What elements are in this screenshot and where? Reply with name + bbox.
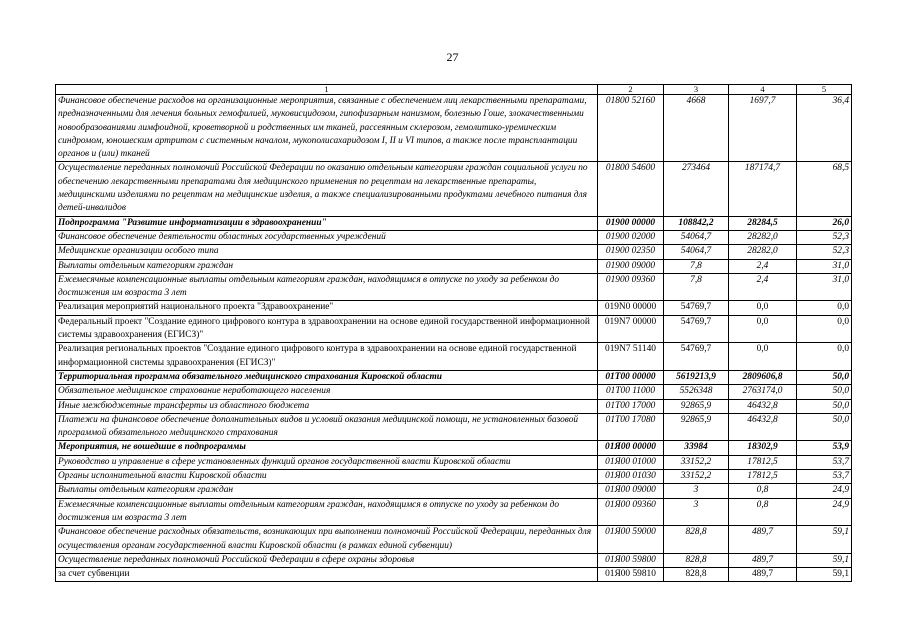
row-code-cell: 01Т00 11000 (598, 385, 664, 399)
row-percent-cell: 26,0 (797, 216, 852, 230)
row-code-cell: 01Я00 59800 (598, 553, 664, 567)
row-name-cell: Финансовое обеспечение деятельности областных государственных учреждений (56, 230, 598, 244)
row-actual-cell: 489,7 (729, 568, 797, 582)
header-cell: 3 (664, 85, 729, 95)
row-code-cell: 01900 09360 (598, 273, 664, 301)
table-row (56, 273, 852, 301)
row-actual-cell: 46432,8 (729, 399, 797, 413)
table-row (56, 162, 852, 216)
row-name-cell: Выплаты отдельным категориям граждан (56, 484, 598, 498)
header-cell: 5 (797, 85, 852, 95)
row-name-cell: Федеральный проект "Создание единого цифрового контура в здравоохранении на основе единой государственной информационной системы здравоохранения (ЕГИСЗ)" (56, 315, 598, 343)
row-percent-cell: 0,0 (797, 343, 852, 371)
row-plan-cell: 54769,7 (664, 315, 729, 343)
row-name-cell: Ежемесячные компенсационные выплаты отдельным категориям граждан, находящимся в отпуске по уходу за ребенком до достижения им возраста 3 лет (56, 273, 598, 301)
row-percent-cell: 53,7 (797, 455, 852, 469)
row-actual-cell: 2809606,8 (729, 370, 797, 384)
table-row (56, 216, 852, 230)
row-code-cell: 01Я00 09360 (598, 498, 664, 526)
row-name-cell: Осуществление переданных полномочий Российской Федерации в сфере охраны здоровья (56, 553, 598, 567)
row-name-cell: Финансовое обеспечение расходов на организационные мероприятия, связанные с обеспечением лиц лекарственными препаратами, предназначенными для лечения больных гемофилией, муковисцидозом, гипофизарным нанизмом, болезнью Гоше, злокачественными новообразованиями лимфоидной, кроветворной и родственных им тканей, рассеянным склерозом, гемолитико-уремическим синдромом, юношеским артритом с системным началом, мукополисахаридозом I, II и VI типов, а также после трансплантации органов и (или) тканей (56, 95, 598, 162)
row-code-cell: 01Я00 00000 (598, 441, 664, 455)
table-row (56, 470, 852, 484)
row-name-cell: за счет субвенции (56, 568, 598, 582)
row-percent-cell: 36,4 (797, 95, 852, 162)
row-percent-cell: 68,5 (797, 162, 852, 216)
row-code-cell: 01800 54600 (598, 162, 664, 216)
row-name-cell: Территориальная программа обязательного медицинского страхования Кировской области (56, 370, 598, 384)
header-cell: 1 (56, 85, 598, 95)
row-actual-cell: 0,0 (729, 315, 797, 343)
budget-table (55, 84, 852, 582)
row-name-cell: Иные межбюджетные трансферты из областного бюджета (56, 399, 598, 413)
row-actual-cell: 2,4 (729, 273, 797, 301)
page-number: 27 (446, 50, 459, 64)
row-percent-cell: 50,0 (797, 399, 852, 413)
row-actual-cell: 17812,5 (729, 470, 797, 484)
row-percent-cell: 0,0 (797, 315, 852, 343)
row-name-cell: Медицинские организации особого типа (56, 245, 598, 259)
table-row (56, 441, 852, 455)
row-percent-cell: 31,0 (797, 273, 852, 301)
row-plan-cell: 4668 (664, 95, 729, 162)
row-plan-cell: 54769,7 (664, 343, 729, 371)
table-row (56, 343, 852, 371)
table-row (56, 413, 852, 441)
table-row (56, 455, 852, 469)
row-name-cell: Реализация региональных проектов "Создание единого цифрового контура в здравоохранении на основе единой государственной информационной системы здравоохранения (ЕГИСЗ)" (56, 343, 598, 371)
row-code-cell: 019N7 00000 (598, 315, 664, 343)
row-actual-cell: 2763174,0 (729, 385, 797, 399)
row-name-cell: Платежи на финансовое обеспечение дополнительных видов и условий оказания медицинской помощи, не установленных базовой программой обязательного медицинского страхования (56, 413, 598, 441)
row-percent-cell: 50,0 (797, 413, 852, 441)
row-plan-cell: 828,8 (664, 553, 729, 567)
row-code-cell: 01Я00 59810 (598, 568, 664, 582)
row-plan-cell: 3 (664, 498, 729, 526)
row-percent-cell: 52,3 (797, 230, 852, 244)
row-name-cell: Ежемесячные компенсационные выплаты отдельным категориям граждан, находящимся в отпуске по уходу за ребенком до достижения им возраста 3 лет (56, 498, 598, 526)
row-plan-cell: 5619213,9 (664, 370, 729, 384)
row-plan-cell: 92865,9 (664, 399, 729, 413)
header-cell: 2 (598, 85, 664, 95)
row-actual-cell: 17812,5 (729, 455, 797, 469)
row-actual-cell: 28282,0 (729, 230, 797, 244)
table-row (56, 498, 852, 526)
row-actual-cell: 18302,9 (729, 441, 797, 455)
row-name-cell: Подпрограмма "Развитие информатизации в здравоохранении" (56, 216, 598, 230)
row-code-cell: 01900 00000 (598, 216, 664, 230)
row-name-cell: Осуществление переданных полномочий Российской Федерации по оказанию отдельным категориям граждан социальной услуги по обеспечению лекарственными препаратами для медицинского применения по рецептам на лекарственные препараты, медицинскими изделиями по рецептам на медицинские изделия, а также специализированными продуктами лечебного питания для детей-инвалидов (56, 162, 598, 216)
row-name-cell: Органы исполнительной власти Кировской области (56, 470, 598, 484)
row-plan-cell: 33152,2 (664, 455, 729, 469)
row-actual-cell: 2,4 (729, 259, 797, 273)
row-plan-cell: 54769,7 (664, 301, 729, 315)
table-row (56, 230, 852, 244)
row-code-cell: 01Я00 59000 (598, 526, 664, 554)
row-actual-cell: 28284,5 (729, 216, 797, 230)
table-row (56, 301, 852, 315)
table-row (56, 245, 852, 259)
table-row (56, 553, 852, 567)
row-actual-cell: 0,8 (729, 498, 797, 526)
row-code-cell: 01Т00 00000 (598, 370, 664, 384)
row-percent-cell: 50,0 (797, 385, 852, 399)
row-actual-cell: 489,7 (729, 553, 797, 567)
row-plan-cell: 7,8 (664, 259, 729, 273)
row-percent-cell: 31,0 (797, 259, 852, 273)
row-code-cell: 01Т00 17080 (598, 413, 664, 441)
table-row (56, 315, 852, 343)
row-code-cell: 019N7 51140 (598, 343, 664, 371)
row-plan-cell: 828,8 (664, 568, 729, 582)
row-plan-cell: 54064,7 (664, 245, 729, 259)
row-code-cell: 01900 09000 (598, 259, 664, 273)
row-name-cell: Финансовое обеспечение расходных обязательств, возникающих при выполнении полномочий Российской Федерации, переданных для осуществления органам государственной власти Кировской области (в рамках единой субвенции) (56, 526, 598, 554)
row-actual-cell: 489,7 (729, 526, 797, 554)
table-row (56, 484, 852, 498)
row-percent-cell: 59,1 (797, 526, 852, 554)
row-plan-cell: 54064,7 (664, 230, 729, 244)
header-cell: 4 (729, 85, 797, 95)
row-code-cell: 01Т00 17000 (598, 399, 664, 413)
table-row (56, 95, 852, 162)
row-actual-cell: 187174,7 (729, 162, 797, 216)
row-name-cell: Руководство и управление в сфере установленных функций органов государственной власти Кировской области (56, 455, 598, 469)
table-row (56, 370, 852, 384)
row-code-cell: 01Я00 09000 (598, 484, 664, 498)
row-actual-cell: 1697,7 (729, 95, 797, 162)
row-percent-cell: 59,1 (797, 553, 852, 567)
row-plan-cell: 7,8 (664, 273, 729, 301)
row-actual-cell: 0,8 (729, 484, 797, 498)
row-plan-cell: 108842,2 (664, 216, 729, 230)
table-row (56, 526, 852, 554)
row-actual-cell: 0,0 (729, 343, 797, 371)
row-plan-cell: 273464 (664, 162, 729, 216)
row-actual-cell: 0,0 (729, 301, 797, 315)
table-row (56, 385, 852, 399)
row-percent-cell: 52,3 (797, 245, 852, 259)
table-header-row (56, 85, 852, 95)
row-percent-cell: 24,9 (797, 498, 852, 526)
table-row (56, 259, 852, 273)
row-actual-cell: 28282,0 (729, 245, 797, 259)
row-plan-cell: 33152,2 (664, 470, 729, 484)
row-percent-cell: 24,9 (797, 484, 852, 498)
row-percent-cell: 59,1 (797, 568, 852, 582)
row-name-cell: Обязательное медицинское страхование неработающего населения (56, 385, 598, 399)
table-row (56, 568, 852, 582)
budget-table-body (56, 85, 852, 582)
row-plan-cell: 3 (664, 484, 729, 498)
row-name-cell: Мероприятия, не вошедшие в подпрограммы (56, 441, 598, 455)
row-plan-cell: 33984 (664, 441, 729, 455)
row-name-cell: Реализация мероприятий национального проекта "Здравоохранение" (56, 301, 598, 315)
row-code-cell: 019N0 00000 (598, 301, 664, 315)
row-percent-cell: 53,9 (797, 441, 852, 455)
row-plan-cell: 92865,9 (664, 413, 729, 441)
row-code-cell: 01900 02000 (598, 230, 664, 244)
table-row (56, 399, 852, 413)
row-name-cell: Выплаты отдельным категориям граждан (56, 259, 598, 273)
row-code-cell: 01900 02350 (598, 245, 664, 259)
row-percent-cell: 50,0 (797, 370, 852, 384)
row-plan-cell: 5526348 (664, 385, 729, 399)
row-code-cell: 01800 52160 (598, 95, 664, 162)
row-actual-cell: 46432,8 (729, 413, 797, 441)
row-percent-cell: 0,0 (797, 301, 852, 315)
row-percent-cell: 53,7 (797, 470, 852, 484)
row-plan-cell: 828,8 (664, 526, 729, 554)
row-code-cell: 01Я00 01000 (598, 455, 664, 469)
row-code-cell: 01Я00 01030 (598, 470, 664, 484)
